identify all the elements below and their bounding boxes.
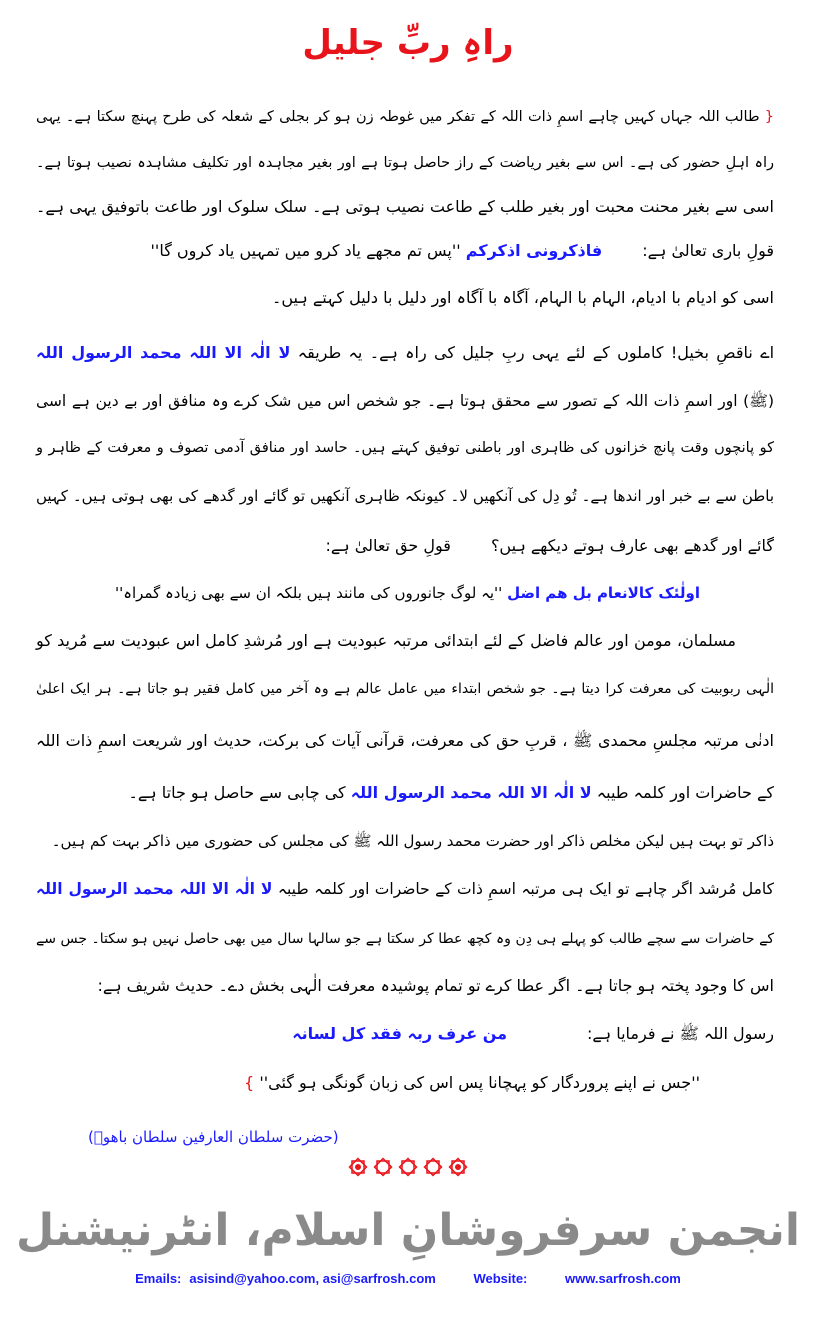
star-ornament-icon	[448, 1157, 468, 1177]
text-line: الٰہی ربوبیت کی معرفت کرا دیتا ہے۔ جو شخص ابتداء میں عامل عالم ہے وہ آخر میں کامل فقیر ہو جاتا ہے۔ ہر ایک اعلیٰ	[36, 681, 774, 697]
line-text: طالب اللہ جہاں کہیں چاہے اسمِ ذات اللہ کے تفکر میں غوطہ زن ہو کر بجلی کے شعلہ کی طرح پہنچ سکتا ہے۔ یہی	[36, 109, 760, 125]
emails-label: Emails:	[135, 1271, 182, 1286]
text-line	[36, 236, 774, 266]
kalima: لا الٰہ الا اللہ محمد الرسول اللہ	[350, 783, 592, 802]
line-text: ''یہ لوگ جانوروں کی مانند ہیں بلکہ ان سے بھی زیادہ گمراہ''	[114, 584, 503, 602]
line-text: کامل مُرشد اگر چاہے تو ایک ہی مرتبہ اسمِ ذات کے حاضرات اور کلمہ طیبہ	[277, 880, 774, 898]
text-line	[36, 1019, 774, 1049]
text-line: مسلمان، مومن اور عالم فاضل کے لئے ابتدائی مرتبہ عبودیت ہے اور مُرشدِ کامل اس عبودیت سے مُرید کو	[36, 631, 736, 650]
open-brace: {	[764, 109, 775, 125]
line-text: قولِ باری تعالیٰ ہے:	[642, 241, 774, 260]
line-text: کی چابی سے حاصل ہو جاتا ہے۔	[128, 783, 346, 802]
text-line: باطن سے بے خبر اور اندھا ہے۔ تُو دِل کی آنکھیں لا۔ کیونکہ ظاہری آنکھیں تو گائے اور گدھے کی بھی ہوتی ہیں۔ کہیں	[36, 487, 774, 505]
line-text: گائے اور گدھے بھی عارف ہوتے دیکھے ہیں؟	[490, 536, 774, 555]
ornament-row	[0, 1157, 816, 1181]
text-line	[110, 578, 700, 608]
star-ornament-icon	[348, 1157, 368, 1177]
signature: (حضرت سلطان العارفین سلطان باھوؒ)	[88, 1128, 339, 1146]
email-links[interactable]: asisind@yahoo.com, asi@sarfrosh.com	[189, 1271, 436, 1286]
kalima: لا الٰہ الا اللہ محمد الرسول اللہ	[36, 343, 291, 362]
arabic-quote: اولٰئک کالانعام بل ھم اضل	[507, 584, 700, 602]
website-link[interactable]: www.sarfrosh.com	[565, 1271, 681, 1286]
text-line: اسی کو ادیام با ادیام، الہام با الہام، آگاہ با آگاہ اور دلیل با دلیل کہتے ہیں۔	[271, 288, 774, 307]
star-ornament-icon	[423, 1157, 443, 1177]
arabic-quote: فاذکرونی اذکرکم	[465, 241, 603, 260]
kalima: لا الٰہ الا اللہ محمد الرسول اللہ	[36, 880, 273, 898]
text-line	[36, 874, 774, 904]
text-line: ذاکر تو بہت ہیں لیکن مخلص ذاکر اور حضرت محمد رسول اللہ ﷺ کی مجلس کی حضوری میں ذاکر بہت کم ہیں۔	[51, 832, 774, 850]
text-line: (ﷺ) اور اسمِ ذات اللہ کے تصور سے محقق ہوتا ہے۔ جو شخص اس میں شک کرے وہ منافق اور بے دین ہے اسی	[36, 392, 774, 410]
hadith-arabic: من عرف ربہ فقد کل لسانہ	[292, 1024, 507, 1043]
star-ornament-icon	[373, 1157, 393, 1177]
website-label: Website:	[473, 1271, 528, 1286]
text-line: کو پانچوں وقت پانچ خزانوں کی ظاہری اور باطنی توفیق کہتے ہیں۔ حاسد اور منافق آدمی تصوف و معرفت کے ظاہر و	[36, 440, 774, 456]
line-text: ''پس تم مجھے یاد کرو میں تمہیں یاد کروں گا''	[150, 241, 461, 260]
organization-banner: انجمن سرفروشانِ اسلام، انٹرنیشنل	[15, 1205, 801, 1256]
line-text: رسول اللہ ﷺ نے فرمایا ہے:	[587, 1024, 774, 1043]
text-line: کے حاضرات سے سچے طالب کو پہلے ہی دِن وہ کچھ عطا کر سکتا ہے جو سالہا سال میں بھی حاصل نہیں ہو سکتا۔ جس سے	[36, 931, 774, 947]
line-text: اے ناقصِ بخیل! کاملوں کے لئے یہی ربِ جلیل کی راہ ہے۔ یہ طریقہ	[297, 343, 775, 362]
star-ornament-icon	[398, 1157, 418, 1177]
text-line	[36, 778, 774, 808]
line-text: ''جس نے اپنے پروردگار کو پہچانا پس اس کی زبان گونگی ہو گئی''	[259, 1073, 700, 1092]
text-line: ادنٰی مرتبہ مجلسِ محمدی ﷺ ، قربِ حق کی معرفت، قرآنی آیات کی برکت، حدیث اور شریعت اسمِ ذات اللہ	[36, 731, 774, 750]
line-text: کے حاضرات اور کلمہ طیبہ	[596, 783, 774, 802]
text-line: اسی سے بغیر محنت محبت اور بغیر طلب کے طاعت نصیب ہوتی ہے۔ سلک سلوک اور طاعت باتوفیق یہی ہے۔	[36, 197, 774, 216]
line-text: قولِ حق تعالیٰ ہے:	[325, 536, 451, 555]
page-title: راہِ ربِّ جلیل	[302, 23, 514, 63]
text-line	[36, 531, 774, 561]
text-line	[36, 102, 774, 132]
text-line: راہ اہلِ حضور کی ہے۔ اس سے بغیر ریاضت کے راز حاصل ہوتا ہے اور بغیر مجاہدہ اور تکلیف مشاہدہ نصیب ہوتا ہے۔	[36, 155, 774, 171]
text-line	[36, 338, 774, 368]
close-brace: }	[244, 1073, 255, 1092]
contact-line	[0, 1271, 816, 1286]
text-line: اس کا وجود پختہ ہو جاتا ہے۔ اگر عطا کرے تو تمام پوشیدہ معرفت الٰہی بخش دے۔ حدیث شریف ہے:	[97, 976, 774, 995]
text-line	[110, 1068, 700, 1098]
